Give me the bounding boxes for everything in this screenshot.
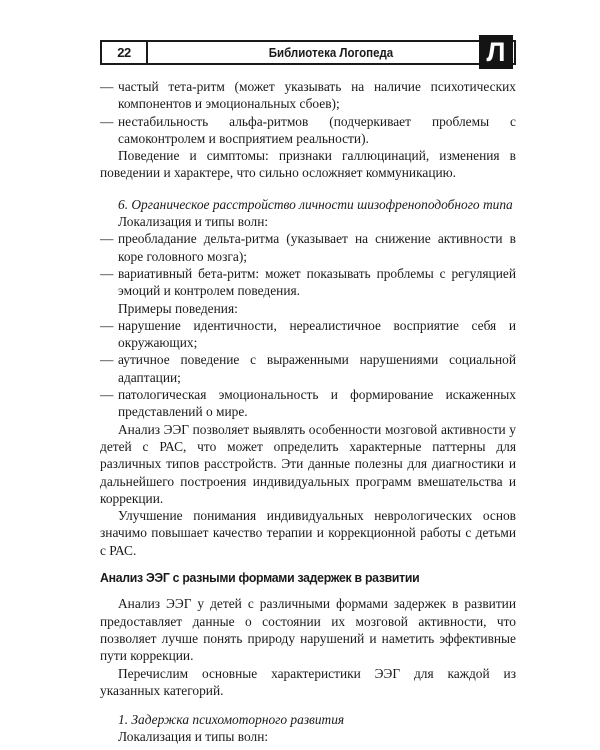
list-item-text: преобладание дельта-ритма (указывает на снижение активности в коре головного мозга); [118, 231, 516, 264]
page-body [100, 78, 516, 746]
paragraph: Перечислим основные характеристики ЭЭГ для каждой из указанных категорий. [100, 665, 516, 698]
subsection-title: 1. Задержка психомоторного развития [118, 712, 345, 728]
dash-marker: — [100, 79, 114, 94]
subsection-title: 6. Органическое расстройство личности шизофреноподобного типа [118, 196, 513, 212]
list-item-text: частый тета-ритм (может указывать на наличие психотических компонентов и эмоциональных сбоев); [118, 79, 516, 112]
page-number: 22 [102, 42, 148, 63]
dash-marker: — [100, 387, 114, 403]
list-item-text: нестабильность альфа-ритмов (подчеркивает проблемы с самоконтролем и восприятием реальности). [118, 113, 516, 146]
list-item [100, 265, 516, 300]
list-item-text: аутичное поведение с выраженными нарушениями социальной адаптации; [118, 352, 516, 385]
list-item [100, 351, 516, 386]
list-item-text: вариативный бета-ритм: может показывать проблемы с регуляцией эмоций и контролем поведения. [118, 265, 516, 299]
dash-marker: — [100, 231, 114, 247]
list-item [100, 386, 516, 421]
paragraph: Анализ ЭЭГ у детей с различными формами задержек в развитии предоставляет данные о состоянии их мозговой активности, что позволяет лучше понять природу нарушений и наметить эффективные пути коррекции. [100, 596, 516, 664]
list-item [100, 113, 516, 148]
paragraph: Анализ ЭЭГ позволяет выявлять особенности мозговой активности у детей с РАС, что может определить характерные паттерны для различных типов расстройств. Эти данные полезны для диагностики и дальнейшего построения индивидуальных программ вмешательства и коррекции. [100, 421, 516, 506]
running-header [100, 40, 516, 65]
paragraph: Локализация и типы волн: [118, 729, 269, 745]
dash-marker: — [100, 317, 114, 333]
list-item-text: патологическая эмоциональность и формирование искаженных представлений о мире. [118, 387, 516, 420]
dash-marker: — [100, 352, 114, 368]
section-heading: Анализ ЭЭГ с разными формами задержек в развитии [100, 570, 420, 586]
list-item [100, 230, 516, 265]
paragraph: Локализация и типы волн: [118, 214, 269, 230]
dash-marker: — [100, 265, 114, 281]
paragraph: Улучшение понимания индивидуальных неврологических основ значимо повышает качество терапии и коррекционной работы с детьми с РАС. [100, 508, 516, 558]
list-item [100, 78, 516, 113]
list-item-text: нарушение идентичности, нереалистичное восприятие себя и окружающих; [118, 317, 516, 351]
logo-icon: Л [479, 35, 513, 69]
paragraph: Поведение и симптомы: признаки галлюцинаций, изменения в поведении и характере, что сильно осложняет коммуникацию. [100, 148, 516, 181]
list-item [100, 317, 516, 352]
running-title: Библиотека Логопеда [268, 45, 394, 60]
dash-marker: — [100, 113, 114, 129]
paragraph: Примеры поведения: [118, 300, 238, 316]
